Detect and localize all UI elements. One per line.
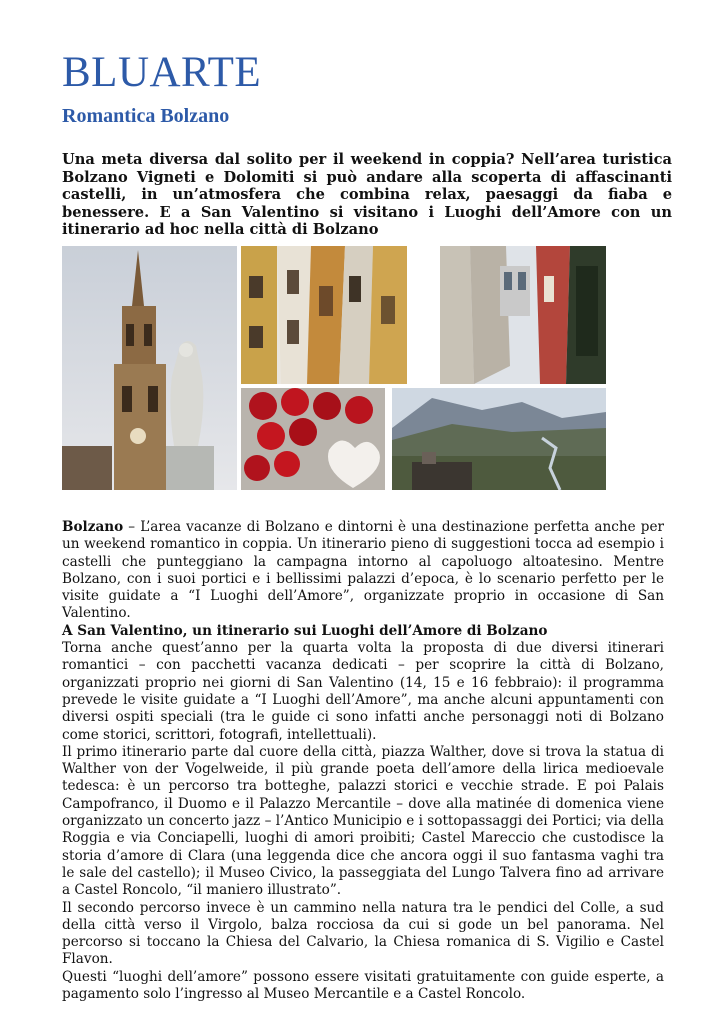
buildings-photo xyxy=(241,246,407,384)
street-photo xyxy=(440,246,606,384)
paragraph-2: Il primo itinerario parte dal cuore della città, piazza Walther, dove si trova la statua di Walther von der Vogelweide, il più grande poeta dell’amore della lirica medioevale tedesca: è un percorso tra botteghe, palazzi storici e vecchie strade. E poi Palais Campofranco, il Duomo e il Palazzo Mercantile – dove alla matinée di domenica viene organizzato un concerto jazz – l’Antico Municipio e i sottopassaggi dei Portici; via della Roggia e via Conciapelli, luoghi di amori proibiti; Castel Mareccio che custodisce la storia d’amore di Clara (una leggenda dice che ancora oggi il suo fantasma vaghi tra le sale del castello); il Museo Civico, la passeggiata del Lungo Talvera fino ad arrivare a Castel Roncolo, “il maniero illustrato”. xyxy=(62,743,664,899)
roses-photo xyxy=(241,388,385,490)
section-heading: A San Valentino, un itinerario sui Luoghi dell’Amore di Bolzano xyxy=(62,622,548,639)
article-body xyxy=(62,519,664,1003)
paragraph-3: Il secondo percorso invece è un cammino nella natura tra le pendici del Colle, a sud della città verso il Virgolo, balza rocciosa da cui si gode un bel panorama. Nel percorso si toccano la Chiesa del Calvario, la Chiesa romanica di S. Vigilio e Castel Flavon. xyxy=(62,899,664,968)
intro-lead: Bolzano xyxy=(62,519,124,535)
paragraph-1: Torna anche quest’anno per la quarta volta la proposta di due diversi itinerari romantici – con pacchetti vacanza dedicati – per scoprire la città di Bolzano, organizzati proprio nei giorni di San Valentino (14, 15 e 16 febbraio): il programma prevede le visite guidate a “I Luoghi dell’Amore”, ma anche alcuni appuntamenti con diversi ospiti speciali (tra le guide ci sono infatti anche personaggi noti di Bolzano come storici, scrittori, fotografi, intellettuali). xyxy=(62,640,664,743)
paragraph-4: Questi “luoghi dell’amore” possono essere visitati gratuitamente con guide esperte, a pagamento solo l’ingresso al Museo Mercantile e a Castel Roncolo. xyxy=(62,968,664,1003)
article-lead: Una meta diversa dal solito per il weekend in coppia? Nell’area turistica Bolzano Vigneti e Dolomiti si può andare alla scoperta di affascinanti castelli, in un’atmosfera che combina relax, paesaggi da fiaba e benessere. E a San Valentino si visitano i Luoghi dell’Amore con un itinerario ad hoc nella città di Bolzano xyxy=(62,151,672,239)
article-title: Romantica Bolzano xyxy=(62,105,230,127)
intro-paragraph xyxy=(62,519,664,623)
cathedral-photo xyxy=(62,246,237,490)
brand-logo: BLUARTE xyxy=(62,49,262,96)
valley-photo xyxy=(392,388,606,490)
intro-text: – L’area vacanze di Bolzano e dintorni è una destinazione perfetta anche per un weekend romantico in coppia. Un itinerario pieno di suggestioni tocca ad esempio i castelli che punteggiano la campagna intorno al capoluogo altoatesino. Mentre Bolzano, con i suoi portici e i bellissimi palazzi d’epoca, è lo scenario perfetto per le visite guidate a “I Luoghi dell’Amore”, organizzate proprio in occasione di San Valentino. xyxy=(62,519,664,622)
photo-collage xyxy=(62,246,606,490)
